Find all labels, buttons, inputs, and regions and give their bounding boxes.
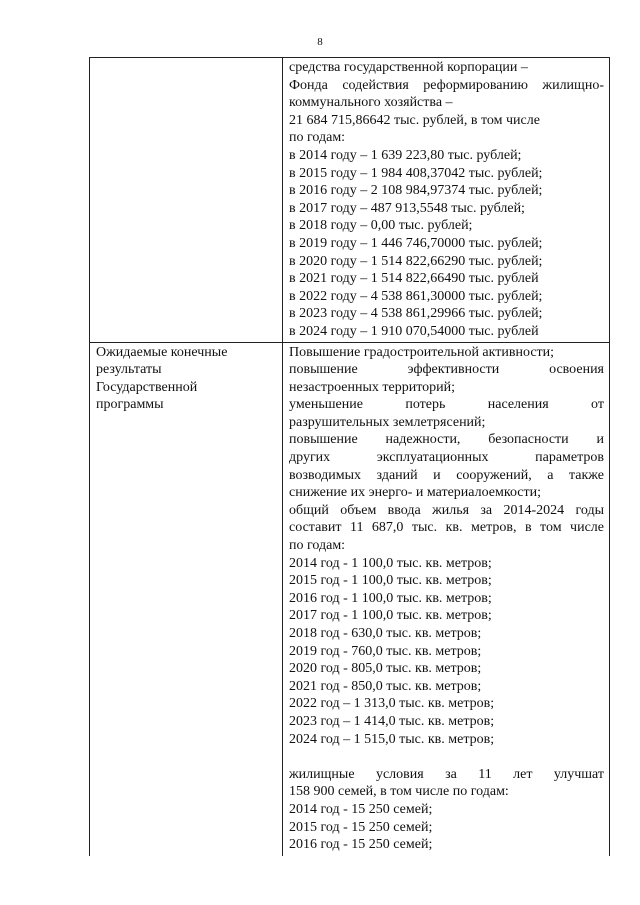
row-label-cell — [90, 58, 283, 343]
text-line: 2019 год - 760,0 тыс. кв. метров; — [289, 643, 482, 659]
program-passport-table — [89, 57, 610, 856]
row-label-line: программы — [96, 397, 164, 413]
text-line: 2014 год - 15 250 семей; — [289, 801, 433, 817]
text-line: в 2022 году – 4 538 861,30000 тыс. рублей; — [289, 288, 543, 304]
text-line: по годам: — [289, 538, 346, 554]
text-line: других эксплуатационных параметров — [289, 450, 604, 466]
text-line: 21 684 715,86642 тыс. рублей, в том числе — [289, 112, 540, 128]
table-row-funding — [90, 58, 610, 343]
text-line: в 2023 году – 4 538 861,29966 тыс. рублей; — [289, 306, 543, 322]
text-line: коммунального хозяйства – — [289, 95, 453, 111]
text-line: 2023 год – 1 414,0 тыс. кв. метров; — [289, 713, 495, 729]
text-line: повышение надежности, безопасности и — [289, 432, 604, 448]
text-line: в 2014 году – 1 639 223,80 тыс. рублей; — [289, 147, 522, 163]
row-label-line: Ожидаемые конечные — [96, 344, 228, 360]
text-line: в 2016 году – 2 108 984,97374 тыс. рублей; — [289, 183, 543, 199]
row-label-line: результаты — [96, 362, 162, 378]
text-line: повышение эффективности освоения — [289, 362, 604, 378]
text-line: Фонда содействия реформированию жилищно- — [289, 77, 604, 93]
text-line: 2022 год – 1 313,0 тыс. кв. метров; — [289, 696, 495, 712]
text-line: средства государственной корпорации – — [289, 60, 528, 75]
text-line: общий объем ввода жилья за 2014-2024 годы — [289, 502, 604, 518]
text-line: в 2021 году – 1 514 822,66490 тыс. рублей — [289, 271, 539, 287]
row-label-cell — [90, 342, 283, 856]
text-line: снижение их энерго- и материалоемкости; — [289, 485, 542, 501]
funding-text-cell — [283, 58, 610, 343]
text-line: 2014 год - 1 100,0 тыс. кв. метров; — [289, 555, 492, 571]
text-line: 2020 год - 805,0 тыс. кв. метров; — [289, 661, 482, 677]
text-line: возводимых зданий и сооружений, а также — [289, 467, 604, 483]
text-line: 158 900 семей, в том числе по годам: — [289, 784, 509, 800]
text-line: 2016 год - 1 100,0 тыс. кв. метров; — [289, 590, 492, 606]
blank-line — [289, 748, 604, 766]
row-label-line: Государственной — [96, 379, 198, 395]
text-line: в 2024 году – 1 910 070,54000 тыс. рублей — [289, 323, 539, 339]
text-line: Повышение градостроительной активности; — [289, 344, 555, 360]
text-line: 2018 год - 630,0 тыс. кв. метров; — [289, 626, 482, 641]
text-line: незастроенных территорий; — [289, 379, 456, 395]
text-line: уменьшение потерь населения от — [289, 397, 604, 413]
text-line: составит 11 687,0 тыс. кв. метров, в том числе — [289, 520, 604, 536]
text-line: в 2019 году – 1 446 746,70000 тыс. рублей; — [289, 235, 543, 251]
text-line: в 2018 году – 0,00 тыс. рублей; — [289, 218, 473, 234]
text-line: разрушительных землетрясений; — [289, 414, 486, 430]
text-line: 2024 год – 1 515,0 тыс. кв. метров; — [289, 731, 495, 747]
text-line: жилищные условия за 11 лет улучшат — [289, 766, 604, 782]
text-line: 2016 год - 15 250 семей; — [289, 837, 433, 853]
text-line: 2015 год - 15 250 семей; — [289, 819, 433, 835]
text-line: в 2017 году – 487 913,5548 тыс. рублей; — [289, 200, 525, 216]
text-line: по годам: — [289, 130, 346, 146]
table-row-expected-results — [90, 342, 610, 856]
text-line: 2017 год - 1 100,0 тыс. кв. метров; — [289, 608, 492, 624]
text-line: 2015 год - 1 100,0 тыс. кв. метров; — [289, 573, 492, 589]
expected-results-text-cell — [283, 342, 610, 856]
page-number: 8 — [317, 36, 323, 48]
text-line: в 2015 году – 1 984 408,37042 тыс. рублей; — [289, 165, 543, 181]
text-line: 2021 год - 850,0 тыс. кв. метров; — [289, 678, 482, 694]
text-line: в 2020 году – 1 514 822,66290 тыс. рублей; — [289, 253, 543, 269]
